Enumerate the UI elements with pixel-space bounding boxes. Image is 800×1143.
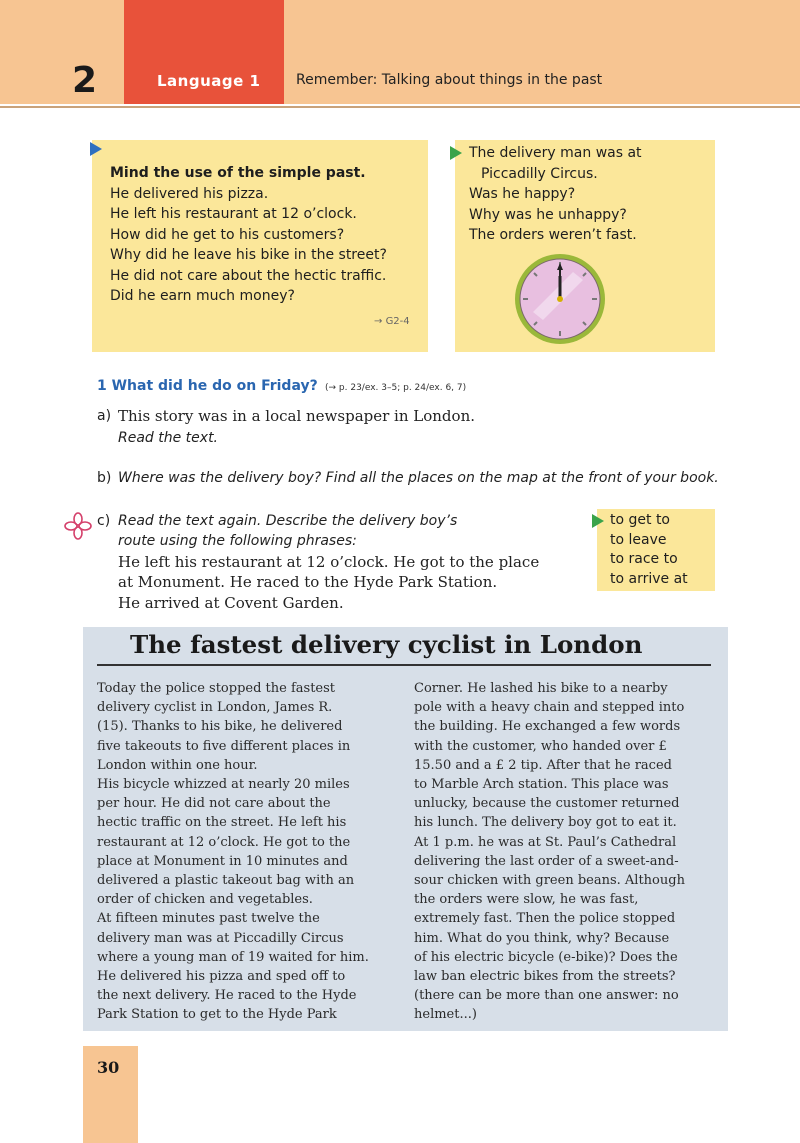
example-line: Was he happy? <box>469 186 576 202</box>
article-line: Today the police stopped the fastest <box>97 681 336 696</box>
blue-triangle-icon <box>90 142 102 156</box>
section-title: Language 1 <box>157 72 261 90</box>
green-triangle-icon <box>450 146 462 160</box>
article-line: where a young man of 19 waited for him. <box>97 949 369 965</box>
grammar-line: He delivered his pizza. <box>110 185 269 202</box>
grammar-reference-text: G2-4 <box>385 316 410 327</box>
article-line: At fifteen minutes past twelve the <box>97 911 320 927</box>
article-column-1 <box>97 679 369 1025</box>
article-title-rule <box>97 664 711 666</box>
article-line: (15). Thanks to his bike, he delivered <box>97 719 343 735</box>
item-a-label: a) <box>97 408 112 424</box>
article-line: His bicycle whizzed at nearly 20 miles <box>97 777 350 793</box>
item-a-instruction: Read the text. <box>118 430 219 446</box>
grammar-line: Did he earn much money? <box>110 288 295 304</box>
phrase-item: to race to <box>610 551 678 567</box>
item-c-instruction-1: Read the text again. Describe the delivery boy’s <box>118 513 458 529</box>
grammar-line: How did he get to his customers? <box>110 226 345 243</box>
article-line: (there can be more than one answer: no <box>414 988 679 1004</box>
article-line: law ban electric bikes from the streets? <box>414 969 676 985</box>
article-line: He delivered his pizza and sped off to <box>97 969 346 985</box>
grammar-line: He left his restaurant at 12 o’clock. <box>110 206 357 222</box>
article-line: him. What do you think, why? Because <box>414 930 670 946</box>
topic-title: Remember: Talking about things in the past <box>296 72 603 88</box>
article-line: delivered a plastic takeout bag with an <box>97 873 355 889</box>
green-triangle-icon <box>592 514 604 528</box>
clock-icon <box>513 252 607 346</box>
article-line: of his electric bicycle (e-bike)? Does the <box>414 949 678 965</box>
header-band <box>0 0 800 104</box>
article-line: the orders were slow, he was fast, <box>414 892 639 908</box>
item-b-label: b) <box>97 470 112 486</box>
item-b-text: Where was the delivery boy? Find all the places on the map at the front of your book. <box>118 470 719 486</box>
article-line: with the customer, who handed over £ <box>414 738 667 754</box>
article-title: The fastest delivery cyclist in London <box>130 630 643 659</box>
article-line: to Marble Arch station. This place was <box>414 777 669 793</box>
article-line: his lunch. The delivery boy got to eat it. <box>414 815 677 831</box>
exercise-title: 1 What did he do on Friday? <box>97 378 318 394</box>
article-line: order of chicken and vegetables. <box>97 892 313 908</box>
item-c-example-1: He left his restaurant at 12 o’clock. He got to the place <box>118 553 540 571</box>
article-line: the next delivery. He raced to the Hyde <box>97 988 357 1004</box>
grammar-reference <box>374 316 410 327</box>
item-c-instruction-2: route using the following phrases: <box>118 533 357 549</box>
page-number: 30 <box>97 1058 120 1077</box>
flower-icon <box>64 512 92 540</box>
grammar-line: Why did he leave his bike in the street? <box>110 247 387 263</box>
article-line: 15.50 and a £ 2 tip. After that he raced <box>414 757 672 773</box>
example-lines <box>469 143 642 246</box>
article-line: delivery man was at Piccadilly Circus <box>97 930 344 946</box>
example-line: Piccadilly Circus. <box>481 165 598 182</box>
phrase-list <box>610 511 688 589</box>
phrase-item: to get to <box>610 512 670 528</box>
article-line: Park Station to get to the Hyde Park <box>97 1007 337 1023</box>
article-line: sour chicken with green beans. Although <box>414 873 685 889</box>
example-line: Why was he unhappy? <box>469 206 627 223</box>
article-line: five takeouts to five different places in <box>97 738 351 754</box>
example-line: The orders weren’t fast. <box>469 227 637 243</box>
example-line: The delivery man was at <box>469 145 642 161</box>
article-line: extremely fast. Then the police stopped <box>414 911 676 927</box>
item-a-text: This story was in a local newspaper in London. <box>118 407 475 425</box>
grammar-line: He did not care about the hectic traffic. <box>110 267 387 284</box>
item-c-example-2: at Monument. He raced to the Hyde Park Station. <box>118 573 498 591</box>
article-line: Corner. He lashed his bike to a nearby <box>414 681 668 696</box>
article-column-2 <box>414 679 685 1025</box>
article-line: restaurant at 12 o’clock. He got to the <box>97 834 351 850</box>
article-line: delivery cyclist in London, James R. <box>97 700 333 716</box>
header-divider <box>0 106 800 108</box>
article-line: the building. He exchanged a few words <box>414 719 681 735</box>
grammar-lines <box>110 163 387 307</box>
article-line: helmet...) <box>414 1007 477 1023</box>
unit-number: 2 <box>72 60 98 101</box>
phrase-item: to leave <box>610 531 667 548</box>
article-line: hectic traffic on the street. He left his <box>97 815 347 831</box>
article-line: London within one hour. <box>97 757 258 773</box>
article-line: place at Monument in 10 minutes and <box>97 853 348 869</box>
phrase-item: to arrive at <box>610 570 688 587</box>
article-line: unlucky, because the customer returned <box>414 796 680 812</box>
grammar-line: Mind the use of the simple past. <box>110 165 366 181</box>
item-c-example-3: He arrived at Covent Garden. <box>118 594 344 612</box>
item-c-label: c) <box>97 513 111 529</box>
arrow-right-icon: → <box>374 316 386 327</box>
article-line: delivering the last order of a sweet-and- <box>414 853 679 869</box>
article-line: pole with a heavy chain and stepped into <box>414 700 685 716</box>
article-line: per hour. He did not care about the <box>97 796 331 812</box>
article-line: At 1 p.m. he was at St. Paul’s Cathedral <box>414 834 677 850</box>
exercise-page-ref: (→ p. 23/ex. 3–5; p. 24/ex. 6, 7) <box>325 383 467 393</box>
